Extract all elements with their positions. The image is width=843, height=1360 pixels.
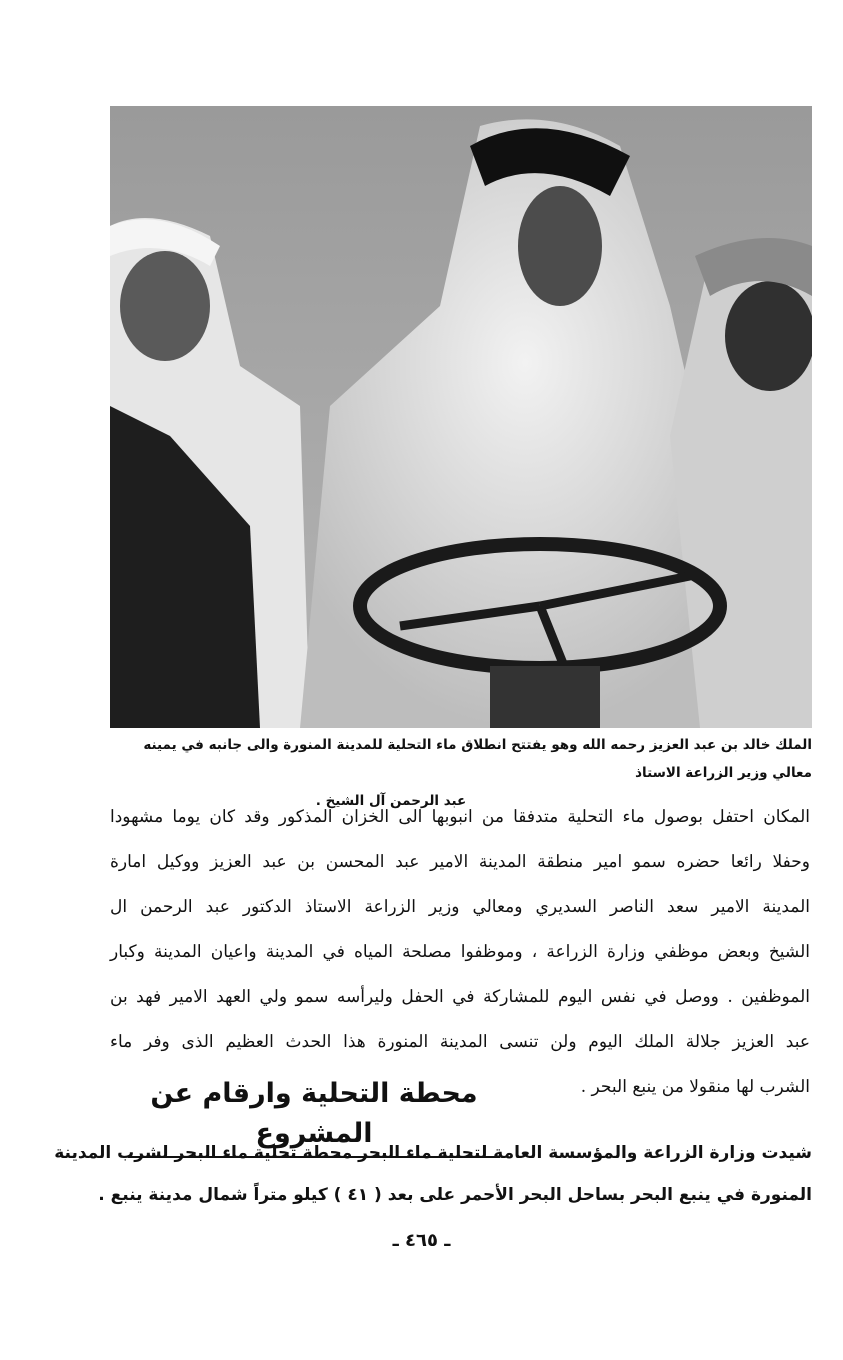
paragraph-line: الشيخ وبعض موظفي وزارة الزراعة ، وموظفوا مصلحة المياه في المدينة واعيان المدينة وكبار xyxy=(110,942,810,962)
paragraph-line: الشرب لها منقولا من ينبع البحر . xyxy=(580,1077,810,1097)
page-number: ـ ٤٦٥ ـ xyxy=(392,1230,451,1251)
photograph-image xyxy=(110,106,812,728)
photograph xyxy=(110,106,812,728)
paragraph-line: المكان احتفل بوصول ماء التحلية متدفقا من انبوبها الى الخزان المذكور وقد كان يوما مشهودا xyxy=(110,807,810,827)
section-paragraph xyxy=(54,1132,812,1216)
paragraph-line: المنورة في ينبع البحر بساحل البحر الأحمر على بعد ( ٤١ ) كيلو متراً شمال مدينة ينبع . xyxy=(98,1185,812,1205)
section-heading: محطة التحلية وارقام عن المشروع xyxy=(128,1074,500,1158)
paragraph-line: الموظفين . ووصل في نفس اليوم للمشاركة في الحفل وليرأسه سمو ولي العهد الامير فهد بن xyxy=(110,987,810,1007)
body-paragraph xyxy=(110,795,810,1110)
caption-line: الملك خالد بن عبد العزيز رحمه الله وهو يفتتح انطلاق ماء التحلية للمدينة المنورة والى جانبه في يمينه معالي وزير الزراعة الاستاذ xyxy=(143,737,812,781)
paragraph-line: المدينة الامير سعد الناصر السديري ومعالي وزير الزراعة الاستاذ الدكتور عبد الرحمن ال xyxy=(110,897,810,917)
paragraph-line: وحفلا رائعا حضره سمو امير منطقة المدينة الامير عبد المحسن بن عبد العزيز ووكيل امارة xyxy=(110,852,810,872)
caption-line: عبد الرحمن آل الشيخ . xyxy=(315,793,467,809)
paragraph-line: عبد العزيز جلالة الملك اليوم ولن تنسى المدينة المنورة هذا الحدث العظيم الذى وفر ماء xyxy=(110,1032,810,1052)
paragraph-line: شيدت وزارة الزراعة والمؤسسة العامة لتحلية ماء البحر محطة تحلية ماء البحر لشرب المدينة xyxy=(54,1143,812,1163)
